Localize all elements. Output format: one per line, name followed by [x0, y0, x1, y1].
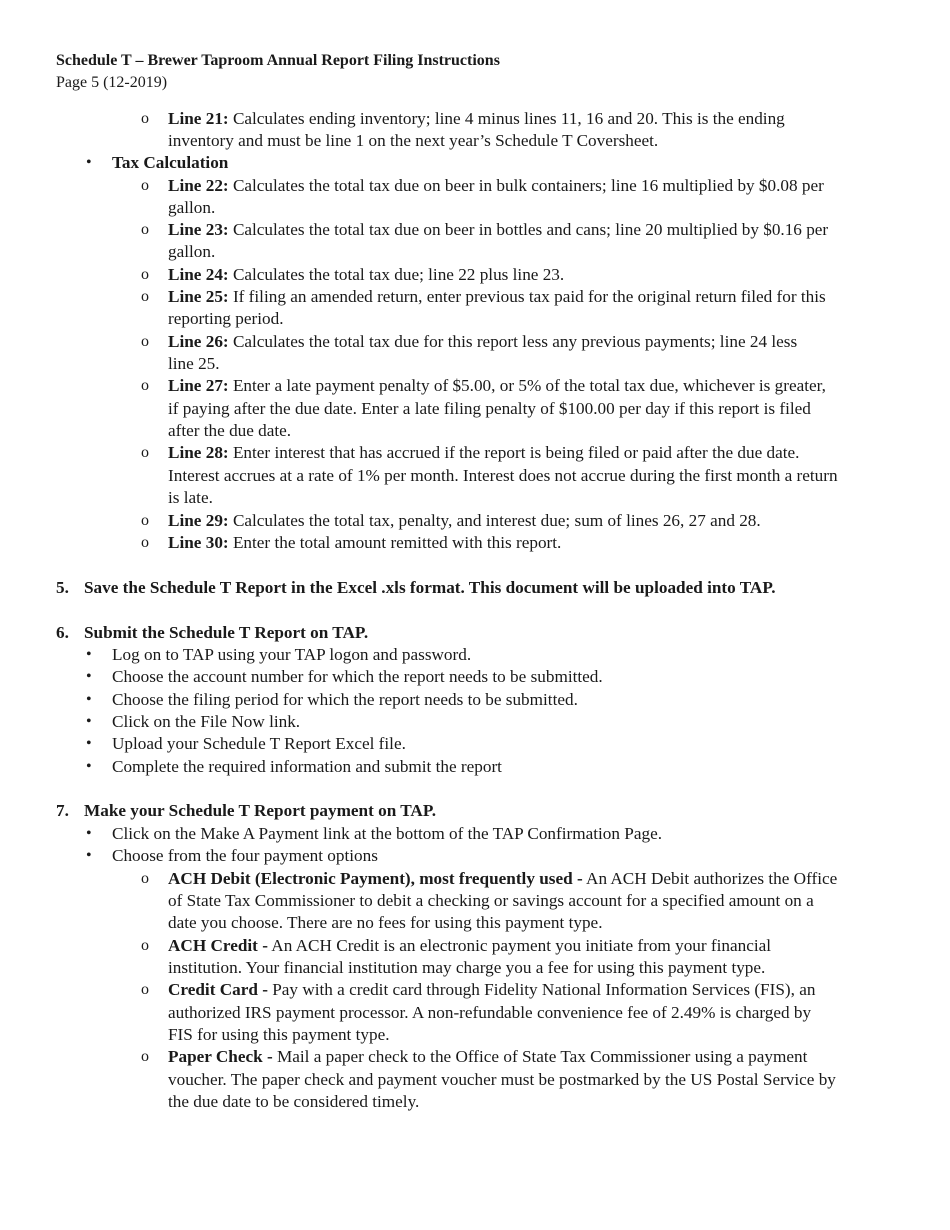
list-item: Log on to TAP using your TAP logon and password. — [112, 645, 472, 664]
step-5-heading: Save the Schedule T Report in the Excel .xls format. This document will be uploaded into TAP. — [84, 578, 776, 597]
line-28-continued: Interest accrues at a rate of 1% per month. Interest does not accrue during the first month a return — [168, 466, 838, 485]
sub-bullet-marker: o — [141, 266, 149, 283]
list-item: Choose from the four payment options — [112, 846, 378, 865]
step-6-heading: Submit the Schedule T Report on TAP. — [84, 623, 369, 642]
credit-card-continued: authorized IRS payment processor. A non-refundable convenience fee of 2.49% is charged by — [168, 1003, 812, 1022]
step-number: 6. — [56, 623, 69, 642]
paper-check-option: Paper Check - Mail a paper check to the Office of State Tax Commissioner using a payment — [168, 1047, 808, 1066]
sub-bullet-marker: o — [141, 534, 149, 551]
bullet-marker: • — [86, 154, 92, 171]
line-23-continued: gallon. — [168, 242, 216, 261]
paper-check-continued: voucher. The paper check and payment voucher must be postmarked by the US Postal Service by — [168, 1070, 836, 1089]
bullet-marker: • — [86, 691, 92, 708]
bullet-marker: • — [86, 735, 92, 752]
sub-bullet-marker: o — [141, 177, 149, 194]
sub-bullet-marker: o — [141, 444, 149, 461]
sub-bullet-marker: o — [141, 981, 149, 998]
sub-bullet-marker: o — [141, 512, 149, 529]
bullet-marker: • — [86, 646, 92, 663]
line-26-continued: line 25. — [168, 354, 220, 373]
page-number: Page 5 (12-2019) — [56, 74, 168, 91]
sub-bullet-marker: o — [141, 110, 149, 127]
sub-bullet-marker: o — [141, 377, 149, 394]
credit-card-option: Credit Card - Pay with a credit card through Fidelity National Information Services (FIS), an — [168, 980, 816, 999]
line-27-continued: after the due date. — [168, 421, 292, 440]
list-item: Complete the required information and submit the report — [112, 757, 502, 776]
document-header-title: Schedule T – Brewer Taproom Annual Report Filing Instructions — [56, 52, 500, 69]
step-number: 5. — [56, 578, 69, 597]
bullet-marker: • — [86, 758, 92, 775]
line-26-item: Line 26: Calculates the total tax due for this report less any previous payments; line 24 less — [168, 332, 798, 351]
list-item: Click on the Make A Payment link at the bottom of the TAP Confirmation Page. — [112, 824, 662, 843]
bullet-marker: • — [86, 713, 92, 730]
line-22-continued: gallon. — [168, 198, 216, 217]
ach-debit-continued: date you choose. There are no fees for using this payment type. — [168, 913, 603, 932]
line-24-item: Line 24: Calculates the total tax due; line 22 plus line 23. — [168, 265, 565, 284]
line-27-item: Line 27: Enter a late payment penalty of $5.00, or 5% of the total tax due, whichever is greater, — [168, 376, 826, 395]
ach-debit-continued: of State Tax Commissioner to debit a checking or savings account for a specified amount on a — [168, 891, 814, 910]
step-number: 7. — [56, 801, 69, 820]
bullet-marker: • — [86, 668, 92, 685]
step-7-heading: Make your Schedule T Report payment on TAP. — [84, 801, 437, 820]
list-item: Click on the File Now link. — [112, 712, 301, 731]
line-22-item: Line 22: Calculates the total tax due on beer in bulk containers; line 16 multiplied by $0.08 per — [168, 176, 824, 195]
sub-bullet-marker: o — [141, 333, 149, 350]
list-item: Choose the filing period for which the report needs to be submitted. — [112, 690, 578, 709]
bullet-marker: • — [86, 825, 92, 842]
line-21-item: Line 21: Calculates ending inventory; line 4 minus lines 11, 16 and 20. This is the ending — [168, 109, 785, 128]
line-27-continued: if paying after the due date. Enter a late filing penalty of $100.00 per day if this report is filed — [168, 399, 811, 418]
line-28-item: Line 28: Enter interest that has accrued if the report is being filed or paid after the due date. — [168, 443, 800, 462]
list-item: Upload your Schedule T Report Excel file. — [112, 734, 406, 753]
bullet-marker: • — [86, 847, 92, 864]
line-28-continued: is late. — [168, 488, 213, 507]
line-25-item: Line 25: If filing an amended return, enter previous tax paid for the original return filed for this — [168, 287, 826, 306]
line-23-item: Line 23: Calculates the total tax due on beer in bottles and cans; line 20 multiplied by $0.16 per — [168, 220, 829, 239]
ach-credit-option: ACH Credit - An ACH Credit is an electronic payment you initiate from your financial — [168, 936, 772, 955]
sub-bullet-marker: o — [141, 288, 149, 305]
sub-bullet-marker: o — [141, 1048, 149, 1065]
line-25-continued: reporting period. — [168, 309, 284, 328]
list-item: Choose the account number for which the report needs to be submitted. — [112, 667, 603, 686]
ach-debit-option: ACH Debit (Electronic Payment), most frequently used - An ACH Debit authorizes the Office — [168, 869, 838, 888]
credit-card-continued: FIS for using this payment type. — [168, 1025, 390, 1044]
sub-bullet-marker: o — [141, 937, 149, 954]
sub-bullet-marker: o — [141, 870, 149, 887]
line-29-item: Line 29: Calculates the total tax, penalty, and interest due; sum of lines 26, 27 and 28. — [168, 511, 761, 530]
line-30-item: Line 30: Enter the total amount remitted with this report. — [168, 533, 562, 552]
tax-calculation-heading: Tax Calculation — [112, 153, 229, 172]
sub-bullet-marker: o — [141, 221, 149, 238]
line-21-continued: inventory and must be line 1 on the next year’s Schedule T Coversheet. — [168, 131, 659, 150]
ach-credit-continued: institution. Your financial institution may charge you a fee for using this payment type. — [168, 958, 766, 977]
paper-check-continued: the due date to be considered timely. — [168, 1092, 420, 1111]
